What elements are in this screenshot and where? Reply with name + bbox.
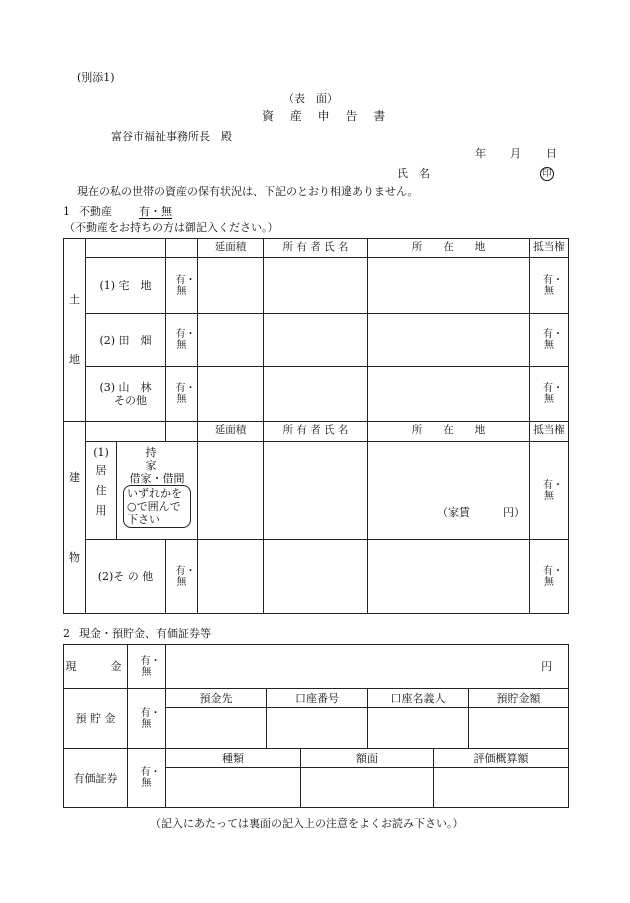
col-location-header: 所 在 地	[368, 239, 530, 258]
col-owner-header: 所 有 者 氏 名	[264, 239, 368, 258]
table-row	[64, 258, 569, 314]
owner-cell[interactable]	[264, 442, 368, 540]
other-building-label: (2)そ の 他	[86, 540, 166, 614]
date-year-label: 年	[475, 147, 486, 160]
table-row	[64, 540, 569, 614]
land-row-label: (1) 宅 地	[86, 258, 166, 314]
section1-choice[interactable]: 有・無	[139, 205, 172, 218]
circle-instruction: いずれかを○で囲んで下さい	[123, 485, 191, 528]
land-label: 土地	[64, 239, 86, 422]
land-row-label: (3) 山 林 その他	[86, 367, 166, 422]
col-area-header: 延面積	[198, 422, 264, 442]
location-cell[interactable]	[368, 258, 530, 314]
location-cell[interactable]	[368, 314, 530, 367]
residence-label: (1) 居住用	[86, 442, 117, 539]
cash-amount[interactable]: 円	[166, 645, 569, 689]
deposit-yesno[interactable]: 有・無	[128, 689, 166, 749]
deposit-holder-cell[interactable]	[368, 708, 469, 749]
deposit-bank-cell[interactable]	[166, 708, 267, 749]
deposit-header-row	[64, 689, 569, 708]
seal-icon: 印	[540, 166, 554, 181]
deposit-label: 預 貯 金	[64, 689, 128, 749]
own-house-option[interactable]: 持 家	[145, 446, 215, 472]
land-row-label: (2) 田 畑	[86, 314, 166, 367]
mortgage-yesno[interactable]: 有・無	[530, 258, 569, 314]
col-area-header: 延面積	[198, 239, 264, 258]
form-side-label: （表 面）	[283, 92, 338, 105]
owner-cell[interactable]	[264, 367, 368, 422]
owner-cell[interactable]	[264, 258, 368, 314]
dep-col2-header: 口座番号	[267, 689, 368, 708]
real-estate-table	[63, 238, 569, 614]
footer-note: （記入にあたっては裏面の記入上の注意をよくお読み下さい。）	[150, 817, 464, 830]
name-label: 氏 名	[397, 167, 430, 180]
sec-col3-header: 評価概算額	[434, 749, 569, 768]
location-cell[interactable]	[368, 540, 530, 614]
securities-header-row	[64, 749, 569, 768]
form-title: 資 産 申 告 書	[262, 109, 392, 123]
table-row	[64, 314, 569, 367]
mortgage-yesno[interactable]: 有・無	[530, 367, 569, 422]
col-mortgage-header: 抵当権	[530, 239, 569, 258]
land-row-yesno[interactable]: 有・無	[166, 314, 198, 367]
table-row	[64, 442, 569, 540]
date-day-label: 日	[546, 147, 557, 160]
location-cell[interactable]	[368, 367, 530, 422]
section2-title: 現金・預貯金、有価証券等	[79, 627, 211, 640]
dep-col1-header: 預金先	[166, 689, 267, 708]
cash-label: 現 金	[64, 645, 128, 689]
dep-col4-header: 預貯金額	[469, 689, 569, 708]
col-owner-header: 所 有 者 氏 名	[264, 422, 368, 442]
building-label: 建物	[64, 422, 86, 614]
rented-option[interactable]: 借家・借間	[129, 472, 185, 485]
securities-value-cell[interactable]	[434, 768, 569, 808]
date-month-label: 月	[510, 147, 521, 160]
statement: 現在の私の世帯の資産の保有状況は、下記のとおり相違ありません。	[77, 185, 419, 198]
mortgage-yesno[interactable]: 有・無	[530, 442, 569, 540]
securities-type-cell[interactable]	[166, 768, 301, 808]
addressee: 富谷市福祉事務所長 殿	[111, 130, 232, 143]
land-row-yesno[interactable]: 有・無	[166, 258, 198, 314]
deposit-amount-cell[interactable]	[469, 708, 569, 749]
securities-label: 有価証券	[64, 749, 128, 808]
attachment-label: (別添1)	[77, 71, 115, 84]
dep-col3-header: 口座名義人	[368, 689, 469, 708]
area-cell[interactable]	[198, 258, 264, 314]
sec-col1-header: 種類	[166, 749, 301, 768]
table-row	[64, 367, 569, 422]
securities-face-cell[interactable]	[301, 768, 434, 808]
sec-col2-header: 額面	[301, 749, 434, 768]
area-cell[interactable]	[198, 540, 264, 614]
land-row-yesno[interactable]: 有・無	[166, 367, 198, 422]
cash-yesno[interactable]: 有・無	[128, 645, 166, 689]
mortgage-yesno[interactable]: 有・無	[530, 540, 569, 614]
mortgage-yesno[interactable]: 有・無	[530, 314, 569, 367]
area-cell[interactable]	[198, 314, 264, 367]
building-yesno[interactable]: 有・無	[166, 540, 198, 614]
section1-title: 不動産	[79, 205, 112, 218]
section1-note: （不動産をお持ちの方は御記入ください。）	[64, 221, 279, 234]
col-mortgage-header: 抵当権	[530, 422, 569, 442]
rent-cell[interactable]: （家賃 円）	[368, 442, 530, 540]
section2-number: 2	[63, 627, 70, 640]
owner-cell[interactable]	[264, 314, 368, 367]
cash-row	[64, 645, 569, 689]
residence-cell	[86, 442, 215, 540]
securities-yesno[interactable]: 有・無	[128, 749, 166, 808]
assets-table	[63, 644, 569, 808]
section1-number: 1	[63, 205, 70, 218]
deposit-account-cell[interactable]	[267, 708, 368, 749]
col-location-header: 所 在 地	[368, 422, 530, 442]
area-cell[interactable]	[198, 367, 264, 422]
owner-cell[interactable]	[264, 540, 368, 614]
